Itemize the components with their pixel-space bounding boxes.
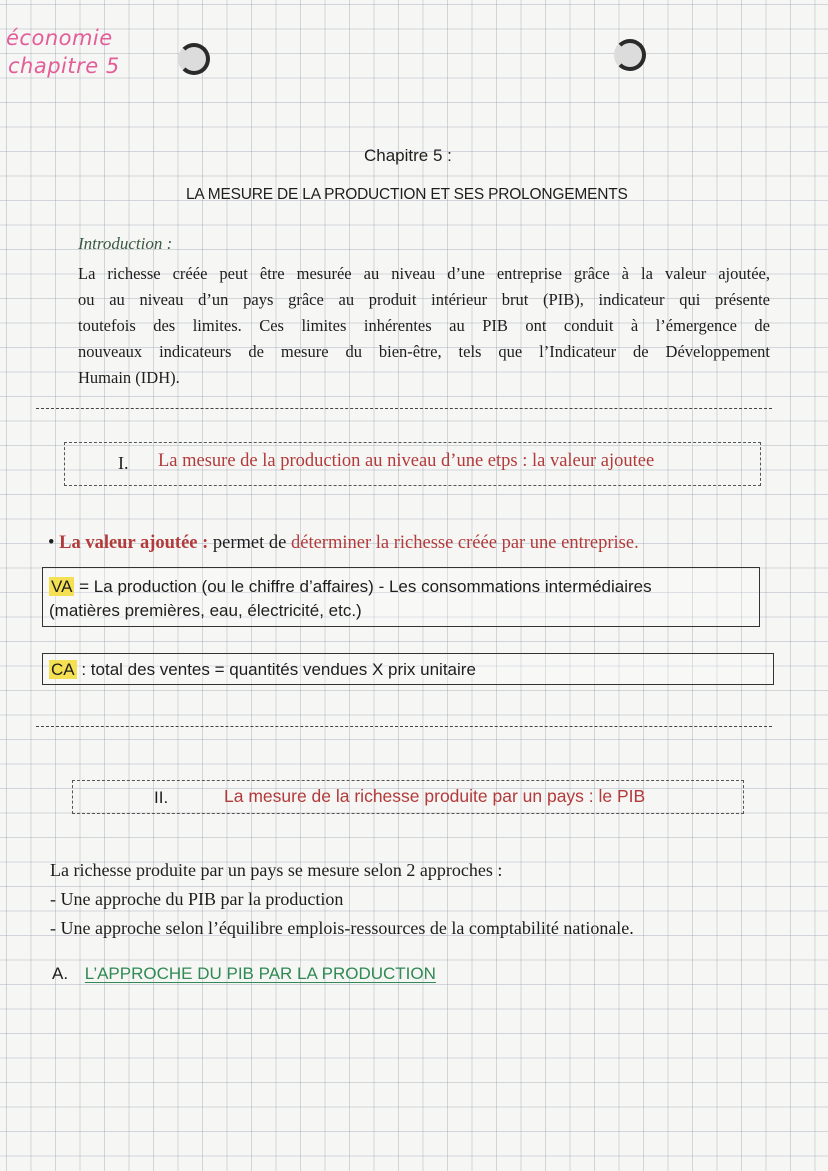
ca-formula-box (42, 653, 774, 685)
binder-hole-icon (178, 43, 210, 75)
ca-abbr: CA (51, 660, 75, 679)
section-2-title: La mesure de la richesse produite par un pays : le PIB (224, 786, 646, 806)
bullet-icon: • (48, 533, 55, 553)
va-definition (48, 533, 639, 554)
approaches-intro: La richesse produite par un pays se mesure selon 2 approches : (50, 860, 503, 880)
va-formula-line2: (matières premières, eau, électricité, etc.) (49, 601, 362, 620)
intro-line: toutefois des limites. Ces limites inhérentes au PIB ont conduit à l’émergence de (78, 316, 770, 335)
section-divider (36, 408, 772, 409)
approaches-list-item: - Une approche du PIB par la production (50, 889, 344, 909)
intro-line: ou au niveau d’un pays grâce au produit intérieur brut (PIB), indicateur qui présente (78, 290, 770, 309)
binder-hole-icon (614, 39, 646, 71)
ca-formula: : total des ventes = quantités vendues X prix unitaire (81, 660, 476, 679)
va-abbr: VA (51, 577, 73, 596)
page-title: LA MESURE DE LA PRODUCTION ET SES PROLONGEMENTS (186, 186, 628, 203)
subsection-a-heading (52, 964, 436, 984)
intro-paragraph (78, 261, 770, 391)
va-text-highlight: déterminer la richesse créée par une entreprise. (291, 533, 639, 553)
section-2-number: II. (154, 788, 169, 807)
section-1-title: La mesure de la production au niveau d’une etps : la valeur ajoutee (158, 451, 655, 471)
va-formula-box (42, 567, 760, 627)
intro-line: La richesse créée peut être mesurée au niveau d’une entreprise grâce à la valeur ajoutée, (78, 264, 770, 283)
section-divider (36, 726, 772, 727)
va-formula-line1: = La production (ou le chiffre d’affaires) - Les consommations intermédiaires (79, 577, 652, 596)
chapter-label: Chapitre 5 : (364, 146, 452, 165)
margin-note-chapter: chapitre 5 (8, 54, 120, 78)
va-text: permet de (212, 533, 287, 553)
approaches-text (50, 856, 634, 943)
margin-note-subject: économie (6, 26, 113, 50)
section-1-number: I. (118, 453, 129, 473)
subsection-a-letter: A. (52, 964, 69, 983)
intro-line: nouveaux indicateurs de mesure du bien-être, tels que l’Indicateur de Développement (78, 342, 770, 361)
va-term: La valeur ajoutée : (59, 533, 209, 553)
approaches-list-item: - Une approche selon l’équilibre emplois-ressources de la comptabilité nationale. (50, 918, 634, 938)
intro-line: Humain (IDH). (78, 368, 180, 387)
intro-label: Introduction : (78, 234, 173, 253)
subsection-a-title: L’APPROCHE DU PIB PAR LA PRODUCTION (84, 964, 436, 983)
